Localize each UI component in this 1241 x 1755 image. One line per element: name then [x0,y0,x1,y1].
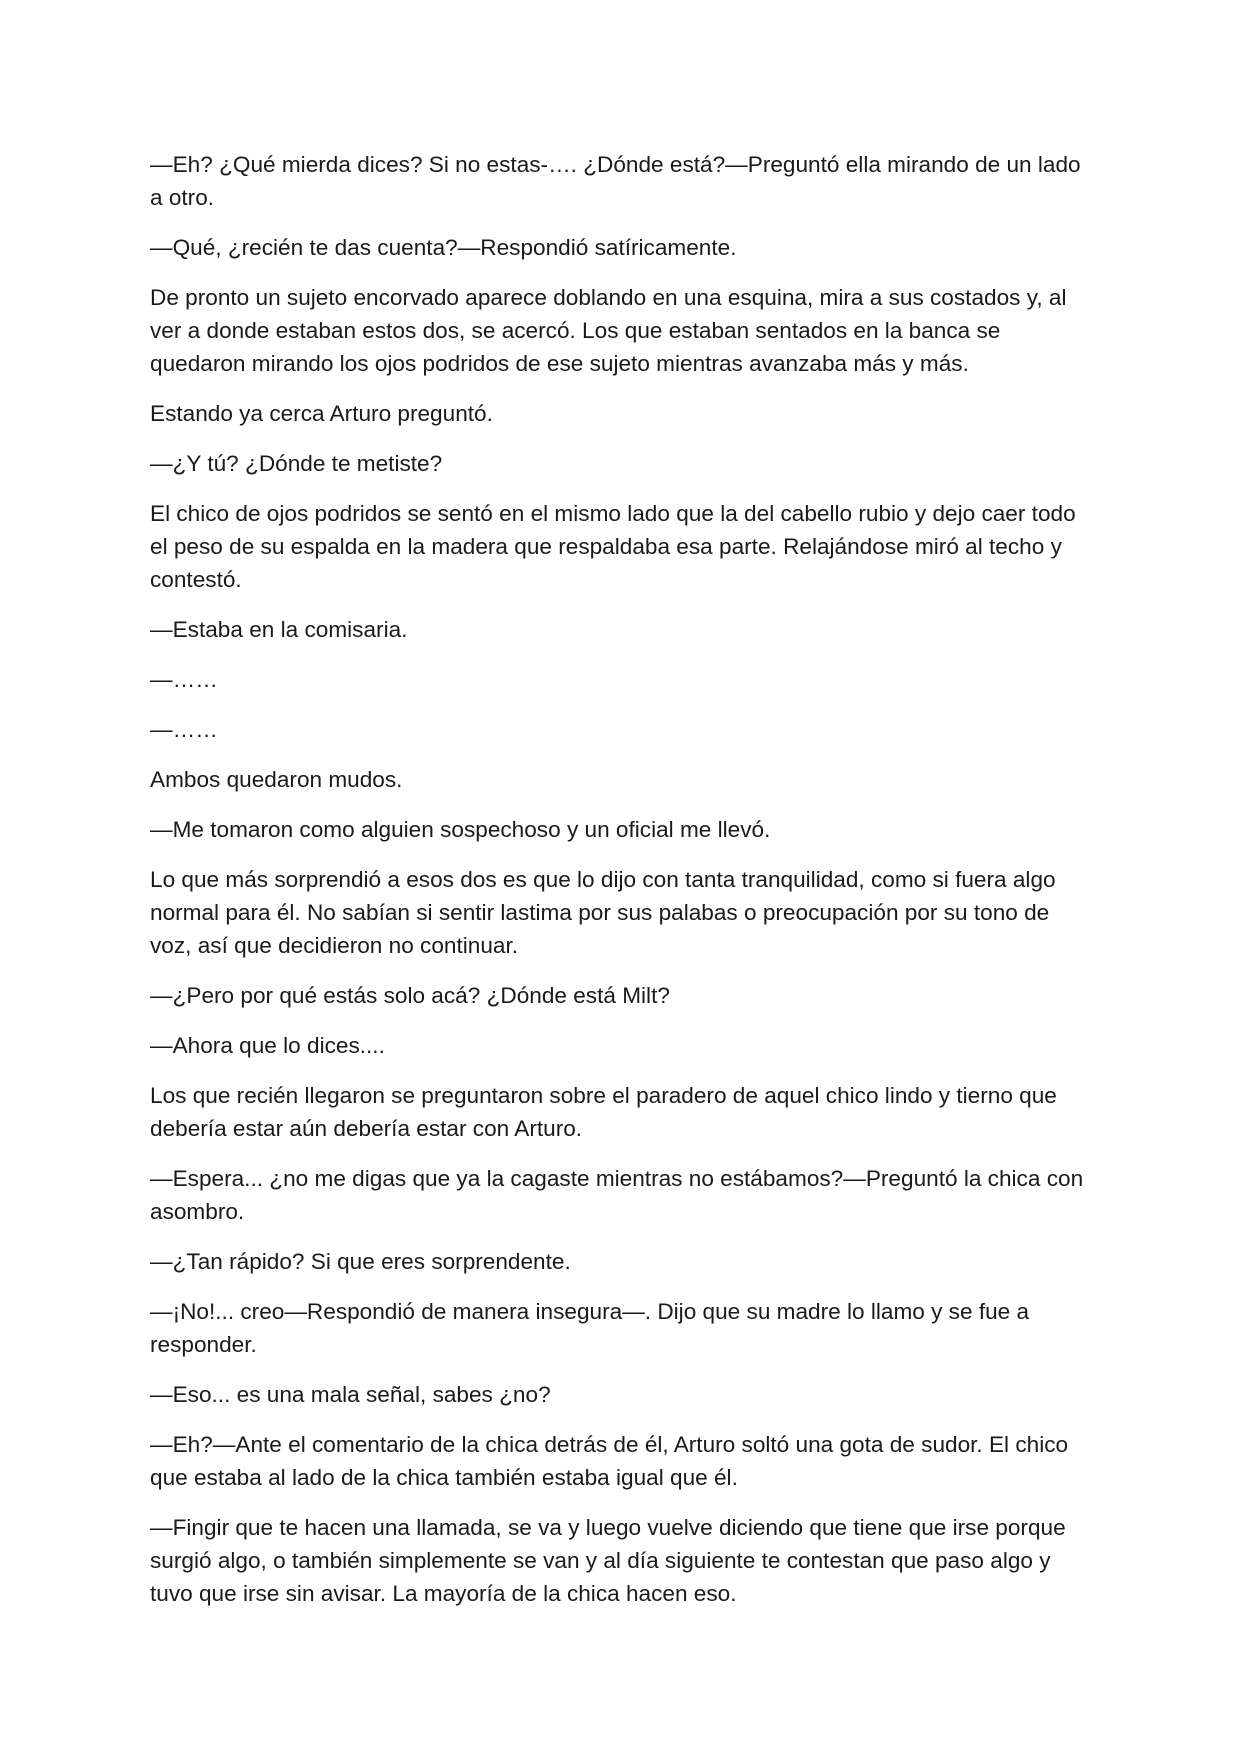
paragraph: —Fingir que te hacen una llamada, se va y luego vuelve diciendo que tiene que irse porque surgió algo, o también simplemente se van y al día siguiente te contestan que paso algo y tuvo que irse sin avisar. La mayoría de la chica hacen eso. [150,1515,1066,1606]
paragraph: —Eh?—Ante el comentario de la chica detrás de él, Arturo soltó una gota de sudor. El chico que estaba al lado de la chica también estaba igual que él. [150,1432,1069,1490]
document-page [150,148,1095,1627]
paragraph: Ambos quedaron mudos. [150,767,403,792]
paragraph: —Me tomaron como alguien sospechoso y un oficial me llevó. [150,817,771,842]
paragraph: Los que recién llegaron se preguntaron sobre el paradero de aquel chico lindo y tierno que debería estar aún debería estar con Arturo. [150,1083,1057,1141]
paragraph: Lo que más sorprendió a esos dos es que lo dijo con tanta tranquilidad, como si fuera algo normal para él. No sabían si sentir lastima por sus palabas o preocupación por su tono de voz, así que decidieron no continuar. [150,867,1056,958]
paragraph: —¿Tan rápido? Si que eres sorprendente. [150,1249,571,1274]
paragraph: —Estaba en la comisaria. [150,617,408,642]
paragraph: —…… [150,667,218,692]
paragraph: —Eso... es una mala señal, sabes ¿no? [150,1382,551,1407]
paragraph: Estando ya cerca Arturo preguntó. [150,401,493,426]
paragraph: —Espera... ¿no me digas que ya la cagaste mientras no estábamos?—Preguntó la chica con asombro. [150,1166,1084,1224]
paragraph: El chico de ojos podridos se sentó en el mismo lado que la del cabello rubio y dejo caer todo el peso de su espalda en la madera que respaldaba esa parte. Relajándose miró al techo y contestó. [150,501,1076,592]
paragraph: —¡No!... creo—Respondió de manera insegura—. Dijo que su madre lo llamo y se fue a responder. [150,1299,1030,1357]
paragraph: —¿Pero por qué estás solo acá? ¿Dónde está Milt? [150,983,670,1008]
paragraph: De pronto un sujeto encorvado aparece doblando en una esquina, mira a sus costados y, al ver a donde estaban estos dos, se acercó. Los que estaban sentados en la banca se quedaron mirando los ojos podridos de ese sujeto mientras avanzaba más y más. [150,285,1067,376]
paragraph: —Eh? ¿Qué mierda dices? Si no estas-…. ¿Dónde está?—Preguntó ella mirando de un lado a otro. [150,152,1081,210]
paragraph: —…… [150,717,218,742]
paragraph: —Qué, ¿recién te das cuenta?—Respondió satíricamente. [150,235,737,260]
paragraph: —¿Y tú? ¿Dónde te metiste? [150,451,443,476]
paragraph: —Ahora que lo dices.... [150,1033,385,1058]
